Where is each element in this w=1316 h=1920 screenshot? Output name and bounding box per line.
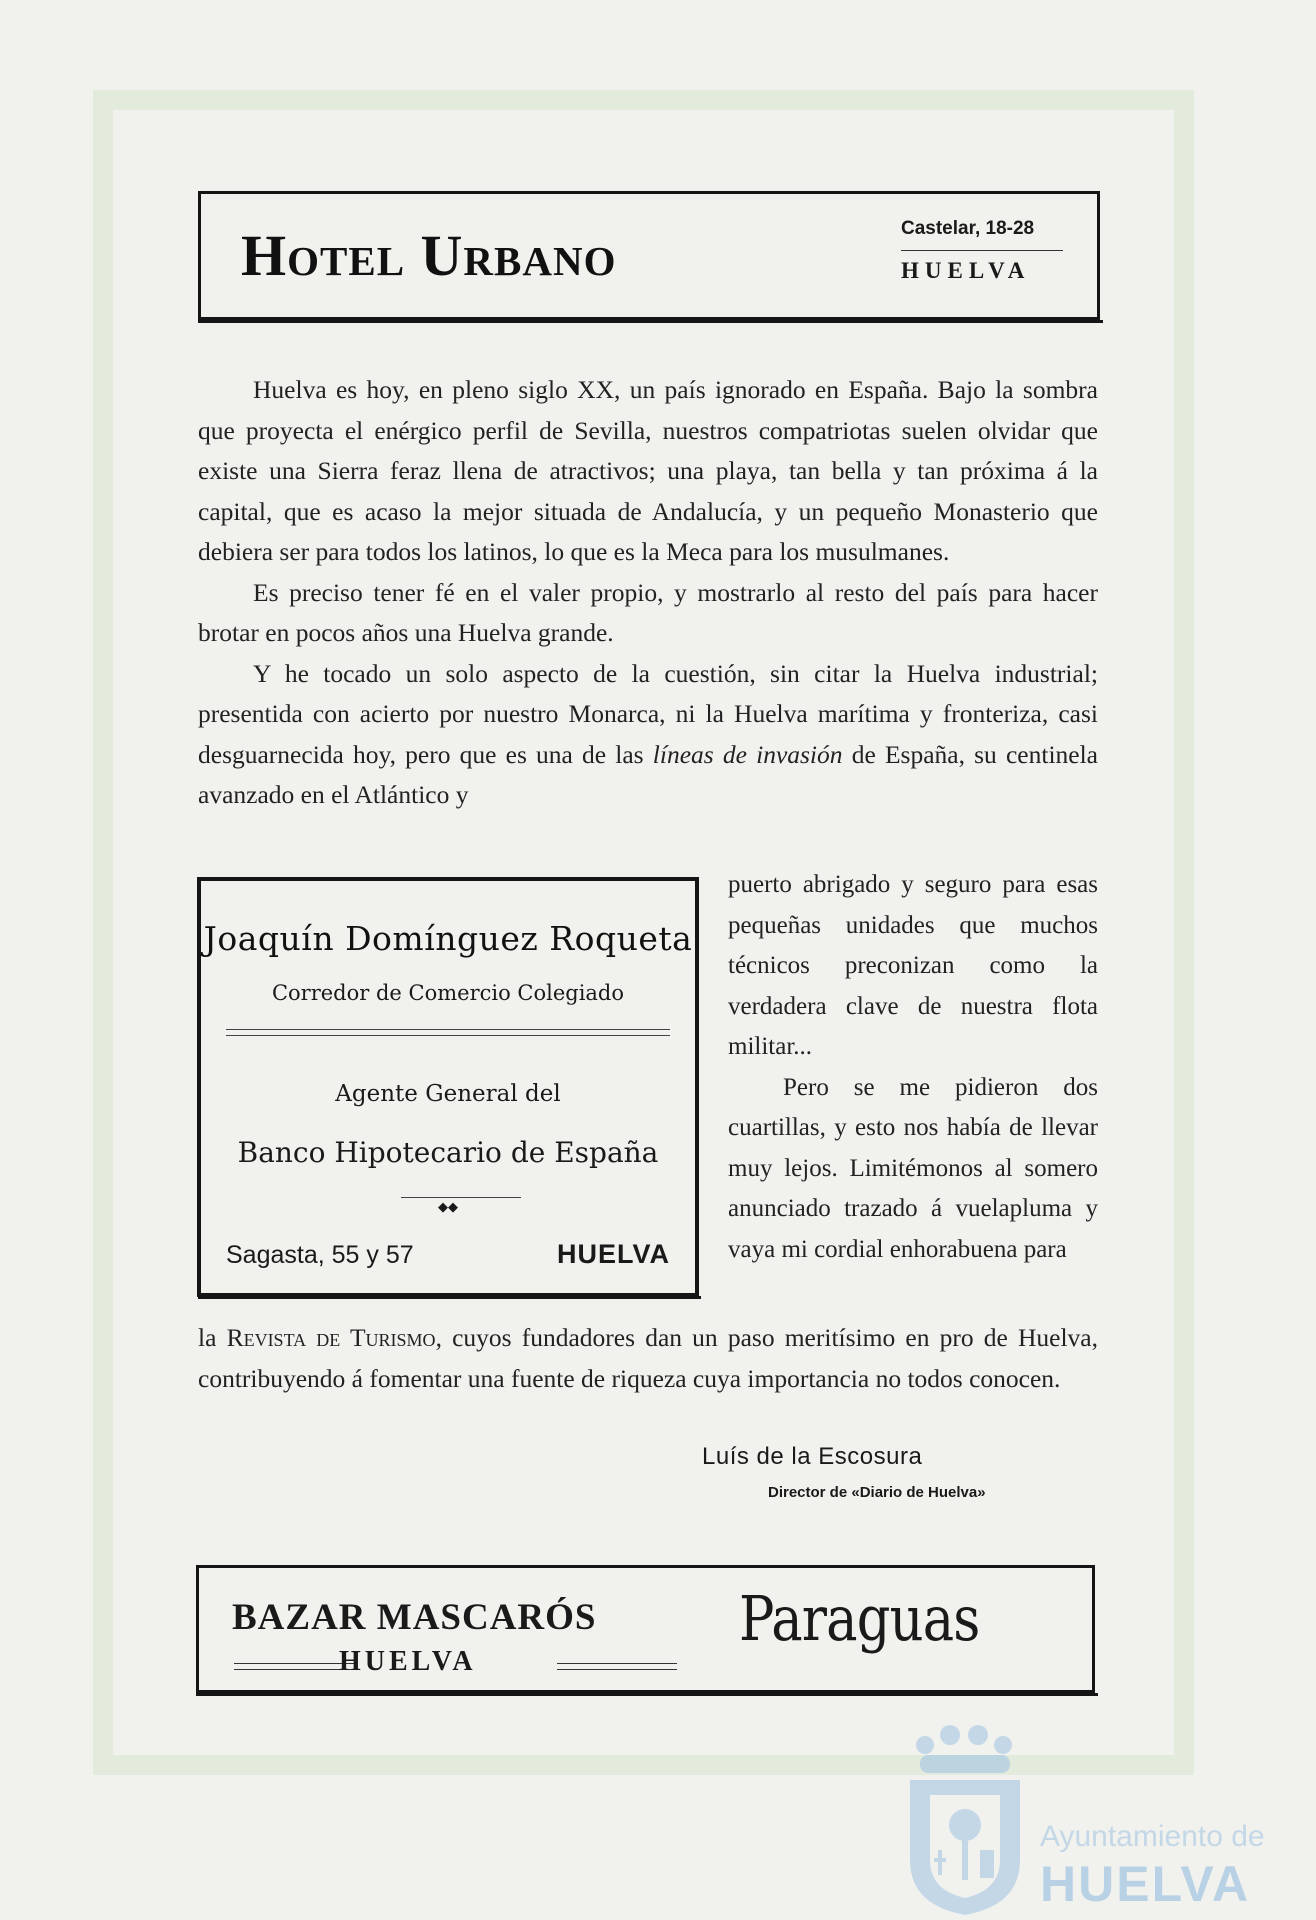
coat-of-arms-icon	[900, 1720, 1030, 1920]
double-rule-left	[234, 1663, 354, 1670]
broker-name: Joaquín Domínguez Roqueta	[203, 919, 693, 958]
paragraph-3	[198, 654, 1098, 816]
watermark-line1: Ayuntamiento de	[1040, 1820, 1265, 1853]
text: , cuyos fundadores dan un paso meritísimo en pro de Huelva, contribuyendo á fomentar una fuente de riqueza cuya importancia no todos conocen.	[198, 1323, 1098, 1393]
broker-bank: Banco Hipotecario de España	[237, 1136, 659, 1169]
italic-phrase: líneas de invasión	[652, 739, 843, 769]
double-rule-divider	[226, 1029, 670, 1036]
divider	[901, 250, 1063, 251]
paragraph-3-continued: puerto abrigado y seguro para esas pequeñas unidades que muchos técnicos preconizan como la verdadera clave de nuestra flota militar...	[728, 871, 1098, 1060]
double-rule-right	[557, 1663, 677, 1670]
paragraph-4: Pero se me pidieron dos cuartillas, y esto nos había de llevar muy lejos. Limitémonos al somero anunciado trazado á vuelapluma y vaya mi cordial enhorabuena para	[728, 1073, 1098, 1263]
broker-city: HUELVA	[557, 1239, 670, 1269]
ayuntamiento-watermark	[900, 1720, 1316, 1920]
article-body-bottom	[198, 1318, 1098, 1399]
paragraph-1: Huelva es hoy, en pleno siglo XX, un país ignorado en España. Bajo la sombra que proyecta el enérgico perfil de Sevilla, nuestros compatriotas suelen olvidar que existe una Sierra feraz llena de atractivos; una playa, tan bella y tan próxima á la capital, que es acaso la mejor situada de Andalucía, y un pequeño Monasterio que debiera ser para todos los latinos, lo que es la Meca para los musulmanes.	[198, 375, 1098, 566]
ornament-icon: ◆◆	[438, 1199, 458, 1214]
broker-ad	[197, 877, 699, 1297]
paragraph-2: Es preciso tener fé en el valer propio, y mostrarlo al resto del país para hacer brotar en pocos años una Huelva grande.	[198, 577, 1098, 647]
hotel-urbano-ad	[198, 191, 1100, 320]
paragraph-3-end: de España, su centinela avanzado en el Atlántico y	[198, 739, 1099, 809]
bazar-name: BAZAR MASCARÓS	[232, 1597, 597, 1638]
article-body-right-column	[728, 865, 1098, 1270]
broker-street: Sagasta, 55 y 57	[226, 1241, 414, 1269]
watermark-line2: HUELVA	[1040, 1856, 1251, 1912]
hotel-address: Castelar, 18-28	[901, 218, 1035, 239]
publication-name: Revista de Turismo	[226, 1323, 436, 1352]
text: la	[198, 1323, 227, 1352]
bazar-city: HUELVA	[339, 1646, 477, 1677]
paragraph-4-continued	[198, 1318, 1098, 1399]
bazar-product: Paraguas	[739, 1582, 980, 1655]
hotel-city: HUELVA	[901, 258, 1031, 283]
paragraph-3-start: Y he tocado un solo aspecto de la cuestión, sin citar la Huelva industrial; presentida con acierto por nuestro Monarca, ni la Huelva marítima y fronteriza, casi desguarnecida hoy, pero que es una de las	[198, 658, 1098, 769]
broker-role: Corredor de Comercio Colegiado	[271, 981, 625, 1005]
broker-agent-line: Agente General del	[335, 1081, 561, 1107]
bazar-mascaros-ad	[196, 1565, 1095, 1693]
hotel-name: Hotel Urbano	[241, 223, 617, 288]
author-title: Director de «Diario de Huelva»	[768, 1484, 986, 1501]
short-rule	[401, 1197, 521, 1198]
author-signature: Luís de la Escosura	[702, 1443, 923, 1470]
article-body-top	[198, 370, 1098, 816]
